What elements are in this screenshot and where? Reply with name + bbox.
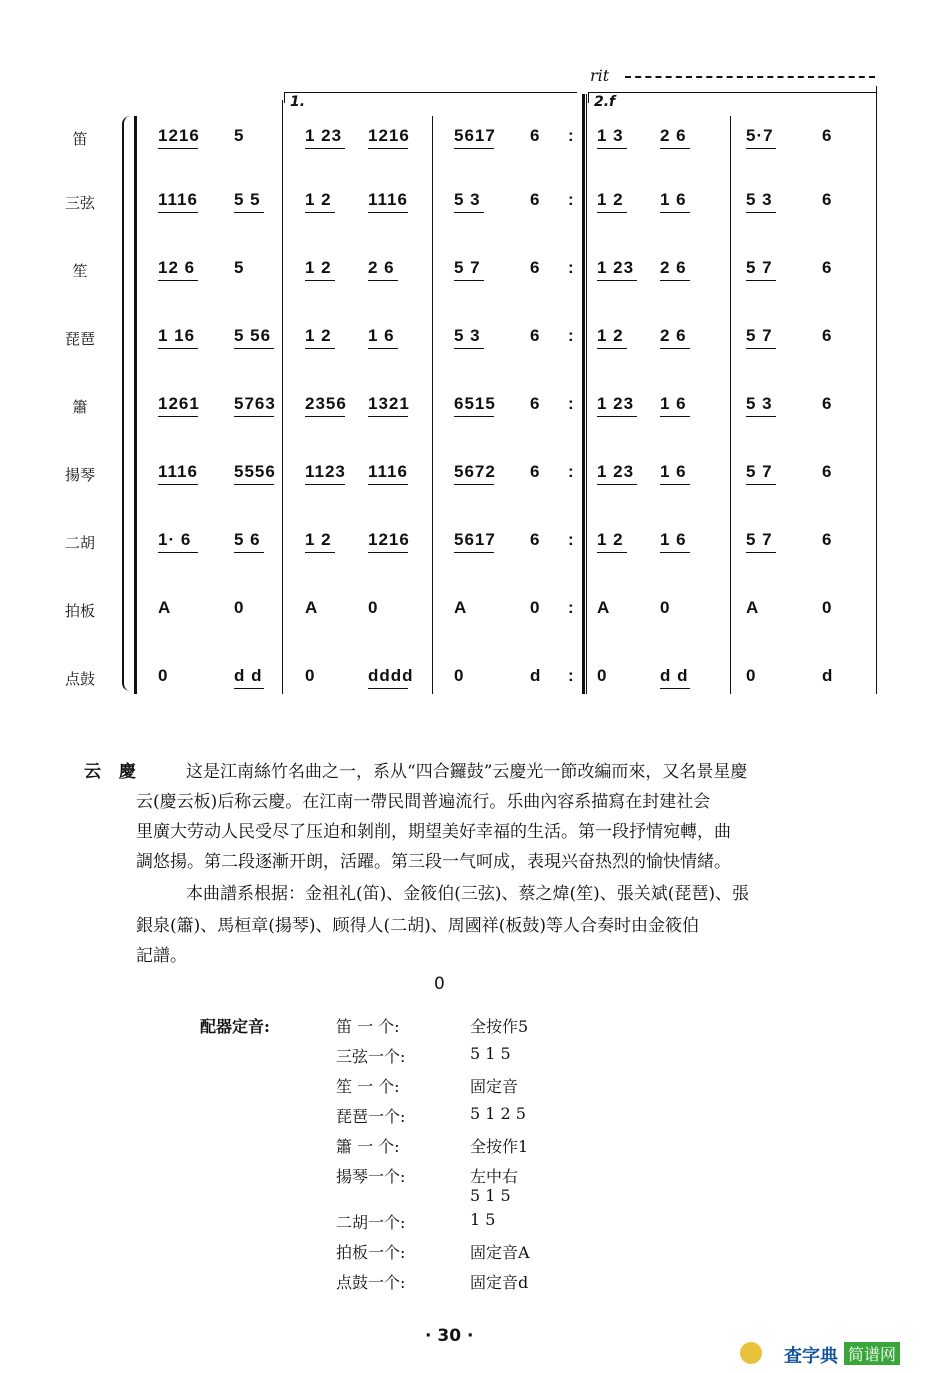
- beam-line: [305, 484, 345, 485]
- instrument-name: 点鼓: [64, 670, 95, 688]
- allocation-tuning: 5 1 5: [470, 1044, 511, 1063]
- note-cell: A: [746, 598, 760, 617]
- rit-dashes: [625, 76, 875, 78]
- note-cell: 5 7: [746, 462, 773, 481]
- beam-line: [746, 348, 776, 349]
- beam-line: [454, 148, 494, 149]
- center-mark: 0: [434, 974, 445, 994]
- watermark-icon: [740, 1342, 762, 1364]
- note-cell: 1116: [158, 190, 198, 209]
- note-cell: 5: [234, 126, 245, 145]
- note-cell: A: [454, 598, 468, 617]
- note-cell: 1321: [368, 394, 410, 413]
- allocation-tuning: 固定音A: [470, 1243, 530, 1262]
- note-cell: d d: [660, 666, 689, 685]
- instrument-name: 笛: [72, 130, 88, 148]
- note-cell: 5617: [454, 530, 496, 549]
- note-cell: 1 6: [660, 394, 687, 413]
- beam-line: [597, 280, 637, 281]
- instrument-name: 二胡: [64, 534, 95, 552]
- repeat-barline-thin: [586, 94, 587, 694]
- watermark-text-1: 查字典: [784, 1346, 838, 1367]
- note-cell: 6: [530, 530, 541, 549]
- system-start-barline: [134, 116, 137, 694]
- beam-line: [234, 484, 274, 485]
- beam-line: [597, 348, 627, 349]
- repeat-dots: :: [568, 666, 574, 685]
- desc-line-1: 这是江南絲竹名曲之一，系从“四合鑼鼓”云慶光一節改編而來，又名景星慶: [186, 762, 748, 782]
- note-cell: 1 2: [597, 190, 624, 209]
- note-cell: 1 6: [368, 326, 395, 345]
- note-cell: d: [822, 666, 834, 685]
- beam-line: [305, 416, 345, 417]
- note-cell: 1 23: [305, 126, 343, 145]
- note-cell: 0: [368, 598, 379, 617]
- note-cell: A: [305, 598, 319, 617]
- allocation-instrument: 簫 一 个:: [336, 1137, 400, 1156]
- note-cell: 1116: [158, 462, 198, 481]
- note-cell: 5 3: [454, 326, 481, 345]
- allocation-instrument: 笙 一 个:: [336, 1077, 400, 1096]
- note-cell: 5 7: [746, 530, 773, 549]
- barline-1: [282, 100, 283, 694]
- note-cell: 1 23: [597, 258, 635, 277]
- note-cell: 2 6: [660, 126, 687, 145]
- beam-line: [746, 280, 776, 281]
- note-cell: 6: [822, 530, 833, 549]
- beam-line: [368, 212, 408, 213]
- note-cell: 1261: [158, 394, 200, 413]
- note-cell: 6: [530, 326, 541, 345]
- repeat-dots: :: [568, 326, 574, 345]
- note-cell: 6: [530, 126, 541, 145]
- desc-line-2: 云(慶云板)后称云慶。在江南一帶民間普遍流行。乐曲內容系描寫在封建社会: [136, 792, 711, 812]
- note-cell: 5 3: [746, 394, 773, 413]
- note-cell: 5: [234, 258, 245, 277]
- instrument-name: 笙: [72, 262, 88, 280]
- instrument-name: 琵琶: [64, 330, 95, 348]
- beam-line: [597, 148, 627, 149]
- watermark-logo: [740, 1340, 920, 1368]
- note-cell: 6: [530, 190, 541, 209]
- repeat-dots: :: [568, 126, 574, 145]
- note-cell: 2 6: [660, 258, 687, 277]
- allocation-instrument: 三弦一个:: [336, 1047, 406, 1066]
- note-cell: 1 6: [660, 190, 687, 209]
- allocation-tuning: 1 5: [470, 1210, 496, 1229]
- beam-line: [454, 280, 484, 281]
- beam-line: [660, 484, 690, 485]
- note-cell: 1· 6: [158, 530, 192, 549]
- beam-line: [158, 280, 198, 281]
- beam-line: [234, 416, 274, 417]
- note-cell: 6: [530, 462, 541, 481]
- note-cell: 5617: [454, 126, 496, 145]
- repeat-dots: :: [568, 462, 574, 481]
- volta-1-bracket: [284, 92, 577, 103]
- beam-line: [305, 552, 335, 553]
- beam-line: [158, 348, 198, 349]
- beam-line: [454, 416, 494, 417]
- beam-line: [660, 348, 690, 349]
- beam-line: [368, 484, 408, 485]
- note-cell: 6: [530, 394, 541, 413]
- beam-line: [234, 552, 264, 553]
- allocation-tuning: 5 1 2 5: [470, 1104, 526, 1123]
- volta-1-label: 1.: [290, 94, 306, 110]
- beam-line: [158, 484, 198, 485]
- note-cell: 5 7: [454, 258, 481, 277]
- beam-line: [660, 212, 690, 213]
- beam-line: [305, 212, 335, 213]
- note-cell: 6: [822, 126, 833, 145]
- note-cell: 0: [746, 666, 757, 685]
- beam-line: [234, 348, 274, 349]
- repeat-dots: :: [568, 394, 574, 413]
- note-cell: 6: [822, 394, 833, 413]
- allocation-instrument: 琵琶一个:: [336, 1107, 406, 1126]
- note-cell: 5 7: [746, 258, 773, 277]
- note-cell: 0: [660, 598, 671, 617]
- note-cell: 1 2: [305, 190, 332, 209]
- beam-line: [746, 484, 776, 485]
- allocation-tuning: 5 1 5: [470, 1186, 511, 1205]
- desc-line-4: 調悠揚。第二段逐漸开朗，活躍。第三段一气呵成，表現兴奋热烈的愉快情緒。: [136, 852, 731, 872]
- note-cell: 2 6: [660, 326, 687, 345]
- note-cell: 1 2: [305, 530, 332, 549]
- beam-line: [454, 484, 494, 485]
- note-cell: 5·7: [746, 126, 774, 145]
- note-cell: 0: [305, 666, 316, 685]
- note-cell: 1123: [305, 462, 346, 481]
- beam-line: [368, 688, 408, 689]
- note-cell: 1 2: [305, 258, 332, 277]
- beam-line: [454, 212, 484, 213]
- beam-line: [660, 416, 690, 417]
- allocation-tuning: 固定音: [470, 1077, 519, 1096]
- desc-line-3: 里廣大劳动人民受尽了压迫和剝削，期望美好幸福的生活。第一段抒情宛轉，曲: [136, 822, 731, 842]
- allocation-tuning: 全按作1: [470, 1137, 529, 1156]
- allocation-tuning: 全按作5: [470, 1017, 529, 1036]
- beam-line: [158, 148, 198, 149]
- note-cell: 1116: [368, 462, 408, 481]
- note-cell: 0: [597, 666, 608, 685]
- rit-marking: rit: [590, 66, 610, 85]
- beam-line: [158, 416, 198, 417]
- note-cell: 5 5: [234, 190, 261, 209]
- beam-line: [234, 688, 264, 689]
- allocation-tuning: 左中右: [470, 1167, 519, 1186]
- instrument-name: 揚琴: [64, 466, 95, 484]
- note-cell: 0: [530, 598, 541, 617]
- allocation-instrument: 点鼓一个:: [336, 1273, 406, 1292]
- instrument-name: 三弦: [64, 194, 95, 212]
- note-cell: 0: [454, 666, 465, 685]
- beam-line: [368, 348, 398, 349]
- note-cell: 5 3: [746, 190, 773, 209]
- note-cell: 1116: [368, 190, 408, 209]
- volta-2-label: 2.f: [594, 94, 616, 110]
- note-cell: 5 7: [746, 326, 773, 345]
- beam-line: [368, 148, 408, 149]
- beam-line: [746, 148, 776, 149]
- instrument-name: 拍板: [64, 602, 95, 620]
- repeat-dots: :: [568, 190, 574, 209]
- beam-line: [597, 416, 637, 417]
- beam-line: [597, 212, 627, 213]
- note-cell: 6: [530, 258, 541, 277]
- beam-line: [660, 148, 690, 149]
- note-cell: A: [158, 598, 172, 617]
- note-cell: 1216: [158, 126, 200, 145]
- note-cell: 1 2: [597, 326, 624, 345]
- repeat-dots: :: [568, 530, 574, 549]
- note-cell: 5 3: [454, 190, 481, 209]
- note-cell: 5556: [234, 462, 276, 481]
- beam-line: [746, 552, 776, 553]
- note-cell: 5763: [234, 394, 276, 413]
- watermark-text-2: 简谱网: [844, 1342, 900, 1365]
- note-cell: 1216: [368, 530, 410, 549]
- beam-line: [234, 212, 264, 213]
- allocation-instrument: 笛 一 个:: [336, 1017, 400, 1036]
- note-cell: dddd: [368, 666, 414, 685]
- note-cell: 1 23: [597, 462, 635, 481]
- beam-line: [597, 484, 637, 485]
- note-cell: 6: [822, 258, 833, 277]
- note-cell: 2 6: [368, 258, 395, 277]
- credits-line-3: 記譜。: [136, 946, 187, 966]
- beam-line: [305, 148, 345, 149]
- note-cell: 1 6: [660, 462, 687, 481]
- note-cell: 1 23: [597, 394, 635, 413]
- beam-line: [454, 348, 484, 349]
- beam-line: [158, 552, 198, 553]
- volta-2-bracket: [588, 92, 877, 103]
- note-cell: 0: [234, 598, 245, 617]
- note-cell: 1 3: [597, 126, 624, 145]
- beam-line: [597, 552, 627, 553]
- barline-3: [730, 116, 731, 694]
- page-number: · 30 ·: [425, 1326, 474, 1346]
- note-cell: 0: [822, 598, 833, 617]
- note-cell: 0: [158, 666, 169, 685]
- note-cell: A: [597, 598, 611, 617]
- barline-2: [432, 116, 433, 694]
- system-end-barline: [876, 86, 877, 694]
- note-cell: 1 2: [597, 530, 624, 549]
- note-cell: 1 2: [305, 326, 332, 345]
- note-cell: 5 6: [234, 530, 261, 549]
- beam-line: [454, 552, 494, 553]
- beam-line: [158, 212, 198, 213]
- allocation-instrument: 二胡一个:: [336, 1213, 406, 1232]
- note-cell: 6515: [454, 394, 496, 413]
- beam-line: [746, 212, 776, 213]
- allocation-instrument: 拍板一个:: [336, 1243, 406, 1262]
- piece-title: 云 慶: [84, 762, 142, 782]
- note-cell: 6: [822, 326, 833, 345]
- note-cell: 1216: [368, 126, 410, 145]
- instrument-name: 簫: [72, 398, 88, 416]
- beam-line: [660, 552, 690, 553]
- beam-line: [368, 280, 398, 281]
- system-brace: [122, 116, 134, 691]
- note-cell: d: [530, 666, 542, 685]
- note-cell: 12 6: [158, 258, 196, 277]
- note-cell: 5672: [454, 462, 496, 481]
- repeat-dots: :: [568, 598, 574, 617]
- note-cell: 1 6: [660, 530, 687, 549]
- note-cell: 6: [822, 190, 833, 209]
- beam-line: [660, 280, 690, 281]
- credits-line-2: 銀泉(簫)、馬桓章(揚琴)、顾得人(二胡)、周國祥(板鼓)等人合奏时由金筱伯: [136, 916, 700, 936]
- note-cell: 5 56: [234, 326, 272, 345]
- note-cell: 6: [822, 462, 833, 481]
- beam-line: [660, 688, 690, 689]
- credits-line-1: 本曲譜系根据：金祖礼(笛)、金筱伯(三弦)、蔡之煒(笙)、張关斌(琵琶)、張: [186, 884, 750, 904]
- note-cell: d d: [234, 666, 263, 685]
- beam-line: [368, 552, 408, 553]
- note-cell: 2356: [305, 394, 347, 413]
- beam-line: [305, 348, 335, 349]
- allocation-tuning: 固定音d: [470, 1273, 529, 1292]
- beam-line: [305, 280, 335, 281]
- allocation-label: 配器定音:: [200, 1017, 270, 1036]
- repeat-barline: [582, 94, 585, 694]
- beam-line: [368, 416, 408, 417]
- repeat-dots: :: [568, 258, 574, 277]
- allocation-instrument: 揚琴一个:: [336, 1167, 406, 1186]
- note-cell: 1 16: [158, 326, 196, 345]
- beam-line: [746, 416, 776, 417]
